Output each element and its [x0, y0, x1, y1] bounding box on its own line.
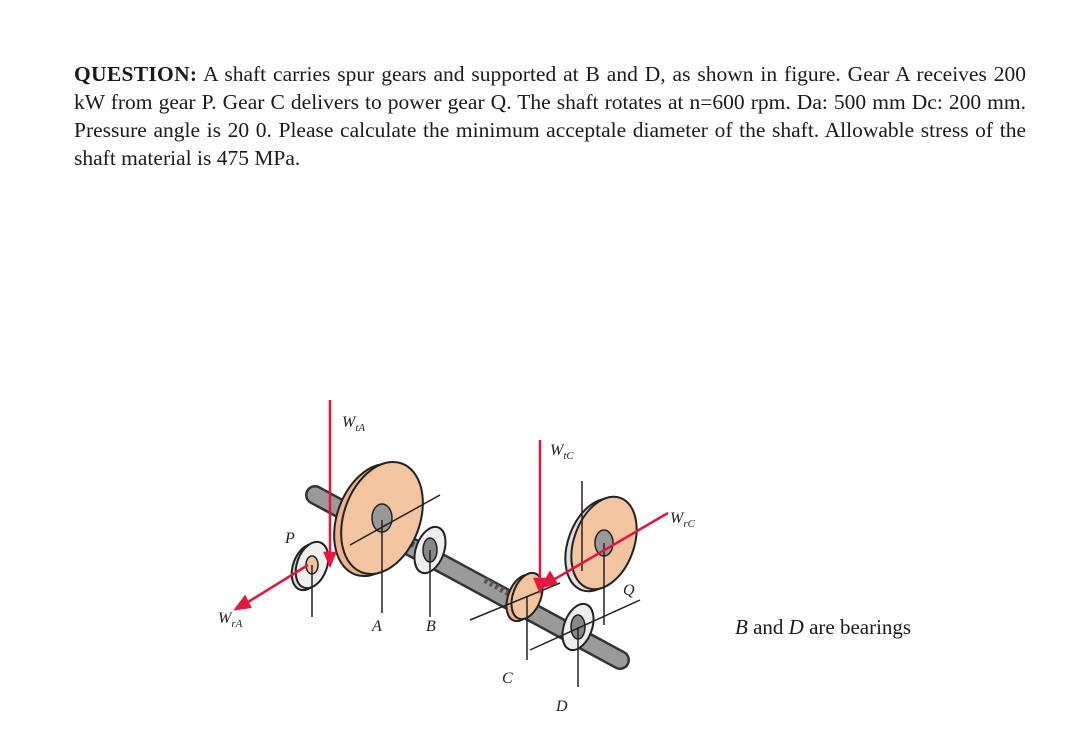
question-text-block: [74, 60, 1026, 172]
label-b: B: [426, 618, 436, 635]
label-a: A: [372, 618, 382, 635]
note-mid: and: [747, 615, 789, 639]
label-wta: $W_{tA}$: [342, 414, 366, 434]
label-p: P: [285, 530, 295, 547]
label-c: C: [502, 670, 513, 687]
note-d: D: [788, 615, 804, 639]
bearing-note: [735, 615, 911, 640]
note-b: B: [735, 615, 748, 639]
label-wtc: $W_{tC}$: [550, 442, 574, 462]
label-q: Q: [623, 582, 635, 599]
question-label: QUESTION:: [74, 62, 198, 86]
question-body: A shaft carries spur gears and supported at B and D, as shown in figure. Gear A receives 200 kW from gear P. Gear C delivers to power gear Q. The shaft rotates at n=600 rpm. Da: 500 mm Dc: 200 mm. Pressure angle is 20 0. Please calculate the minimum acceptale diameter of the shaft. Allowable stress of the shaft material is 475 MPa.: [74, 62, 1026, 170]
label-wra: $W_{rA}$: [218, 610, 243, 630]
label-wrc: $W_{rC}$: [670, 510, 695, 530]
label-d: D: [556, 698, 568, 715]
shaft-gear-diagram: [200, 395, 760, 725]
note-tail: are bearings: [803, 615, 912, 639]
